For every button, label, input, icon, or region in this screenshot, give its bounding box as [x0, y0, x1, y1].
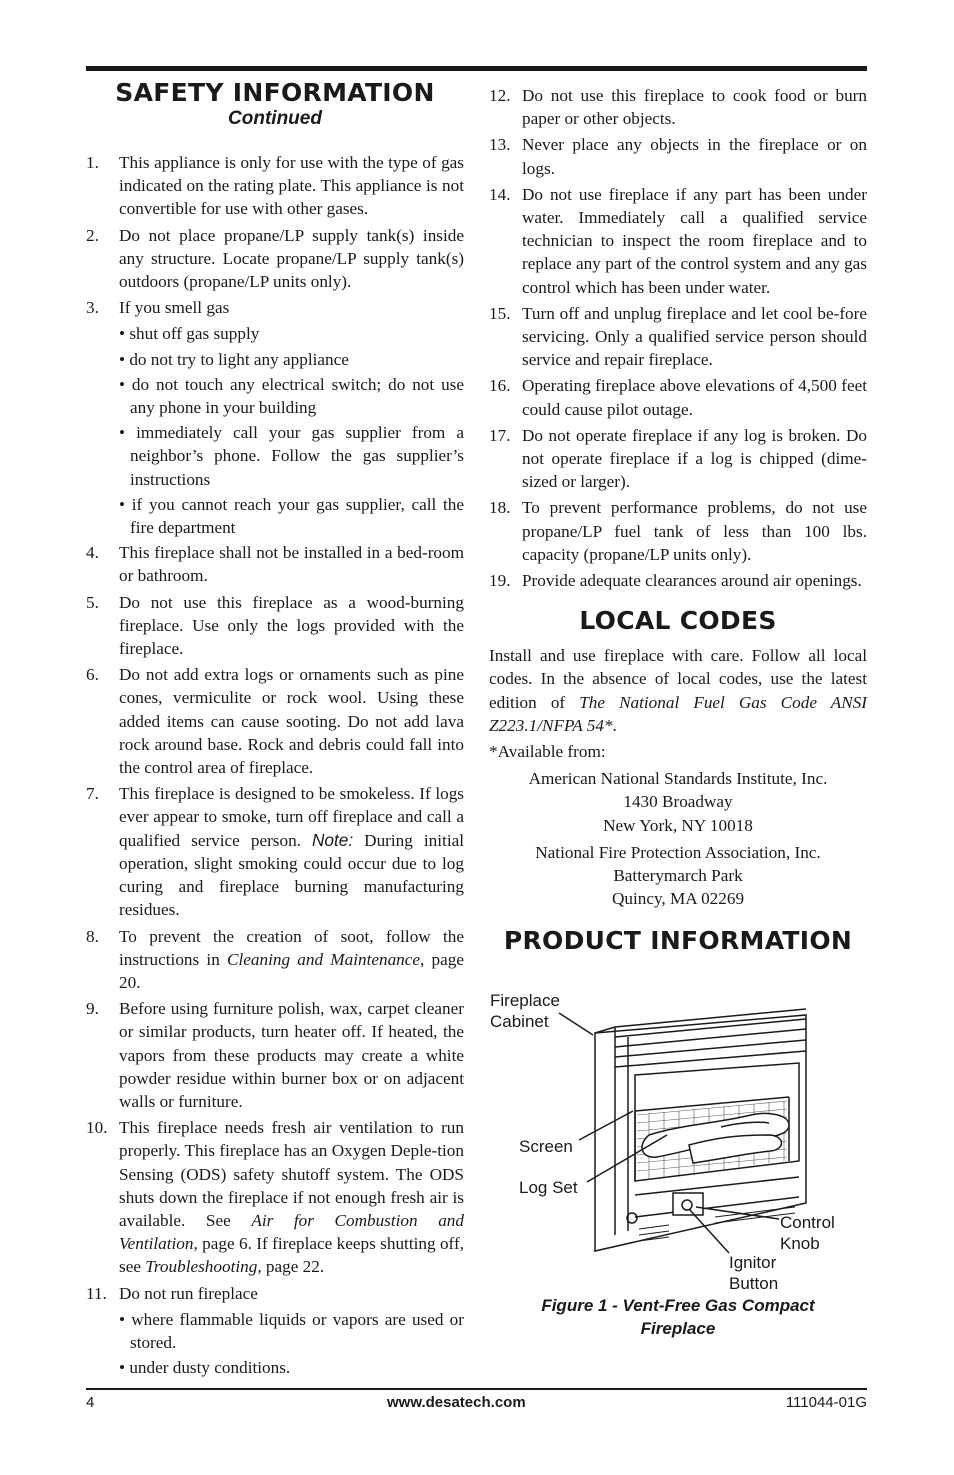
bullet-item: • do not try to light any appliance	[119, 349, 349, 369]
top-rule	[86, 66, 867, 71]
label-line: Cabinet	[490, 1012, 549, 1031]
label-line: Control	[780, 1213, 835, 1232]
bullet-item: • under dusty conditions.	[119, 1358, 291, 1378]
list-item	[489, 84, 867, 130]
list-item	[86, 663, 464, 779]
item-text: Turn off and unplug fireplace and let cool be-fore servicing. Only a qualified service person should service and repair fireplace.	[522, 303, 867, 370]
item-text: , page 20.	[119, 949, 464, 992]
item-text: This fireplace is designed to be smokeless. If logs ever appear to smoke, turn off fireplace and call a qualified service person.	[119, 784, 464, 850]
list-item	[489, 569, 867, 592]
label-control-knob	[780, 1212, 835, 1254]
item-number: 19.	[489, 571, 511, 591]
list-item	[489, 424, 867, 494]
item-number: 14.	[489, 184, 511, 204]
org-line: New York, NY 10018	[603, 815, 753, 835]
org-line: Quincy, MA 02269	[611, 889, 745, 909]
item-text: Before using furniture polish, wax, carpet cleaner or similar products, turn heater off. If heated, the vapors from these products may create a white powder residue within burner box or on adjacent walls or furniture.	[119, 999, 464, 1111]
item-text: Do not operate fireplace if any log is broken. Do not operate fireplace if a log is chipped (dime-sized or larger).	[522, 425, 867, 492]
list-item	[86, 782, 464, 921]
list-item	[489, 183, 867, 299]
item-number: 18.	[489, 498, 511, 518]
intro-text: Install and use fireplace with care. Follow all local codes. In the absence of local codes, use the latest edition of	[489, 646, 867, 712]
safety-title: SAFETY INFORMATION	[115, 78, 435, 107]
item-number: 16.	[489, 376, 511, 396]
label-line: Ignitor	[729, 1253, 777, 1272]
bullet-item: • immediately call your gas supplier from a neighbor’s phone. Follow the gas supplier’s instructions	[119, 423, 464, 489]
list-item	[86, 591, 464, 661]
list-item	[86, 541, 464, 587]
bullet-item: • do not touch any electrical switch; do not use any phone in your building	[119, 374, 464, 418]
bullet-item: • shut off gas supply	[119, 324, 260, 344]
list-item	[489, 496, 867, 566]
local-codes-title: LOCAL CODES	[579, 606, 777, 636]
org-line: American National Standards Institute, Inc.	[528, 769, 828, 789]
item-text: During initial operation, slight smoking could occur due to log curing and fireplace burning manufacturing residues.	[119, 830, 464, 920]
item-number: 3.	[86, 298, 99, 318]
right-column	[489, 84, 867, 956]
item-text: Do not use fireplace if any part has been under water. Immediately call a qualified service technician to inspect the room fireplace and to replace any part of the control system and any gas control which has been under water.	[522, 184, 867, 297]
item-text: Provide adequate clearances around air openings.	[522, 571, 862, 591]
list-item	[86, 151, 464, 221]
document-code: 111044-01G	[785, 1394, 867, 1411]
item-text: This fireplace needs fresh air ventilation to run properly. This fireplace has an Oxygen Deple-tion Sensing (ODS) safety shutoff system. The ODS shuts down the fireplace if not enough fresh air is available. See	[119, 1118, 464, 1230]
item-text: To prevent performance problems, do not use propane/LP fuel tank of less than 100 lbs. capacity (propane/LP units only).	[522, 498, 867, 564]
list-item	[86, 1282, 464, 1305]
item-number: 17.	[489, 425, 511, 445]
page-number: 4	[86, 1394, 95, 1411]
label-screen: Screen	[519, 1137, 573, 1156]
reference-title: Cleaning and Maintenance	[227, 949, 421, 969]
bullet-item: • if you cannot reach your gas supplier, call the fire department	[119, 494, 464, 538]
item-number: 13.	[489, 135, 511, 155]
org-nfpa	[489, 841, 867, 911]
item-number: 9.	[86, 999, 99, 1019]
list-item	[489, 133, 867, 179]
caption-line: Fireplace	[640, 1319, 716, 1338]
product-title: PRODUCT INFORMATION	[503, 925, 853, 955]
figure-caption	[489, 1294, 867, 1340]
item-text: Do not use this fireplace as a wood-burning fireplace. Use only the logs provided with the fireplace.	[119, 592, 464, 659]
item-number: 4.	[86, 543, 99, 563]
list-item	[86, 1116, 464, 1278]
item-text: If you smell gas	[119, 298, 230, 318]
caption-line: Figure 1 - Vent-Free Gas Compact	[541, 1296, 815, 1315]
label-log-set: Log Set	[519, 1178, 578, 1197]
left-column	[86, 78, 464, 1381]
item-text: Never place any objects in the fireplace or on logs.	[522, 135, 867, 178]
list-item	[489, 302, 867, 372]
item-number: 5.	[86, 592, 99, 612]
item-number: 12.	[489, 86, 511, 105]
label-fireplace-cabinet	[490, 990, 560, 1032]
item-number: 2.	[86, 225, 99, 245]
item-number: 11.	[86, 1283, 107, 1303]
item-number: 15.	[489, 303, 511, 323]
item-number: 10.	[86, 1118, 108, 1138]
item-text: Do not place propane/LP supply tank(s) inside any structure. Locate propane/LP supply tank(s) outdoors (propane/LP units only).	[119, 225, 464, 292]
website-url: www.desatech.com	[387, 1394, 526, 1411]
item-text: This appliance is only for use with the type of gas indicated on the rating plate. This appliance is not convertible for use with other gases.	[119, 153, 464, 219]
item-text: Do not use this fireplace to cook food or burn paper or other objects.	[522, 86, 867, 129]
note-label: Note:	[312, 829, 354, 850]
reference-title: Troubleshooting	[145, 1257, 258, 1277]
code-reference: The National Fuel Gas Code ANSI Z223.1/NFPA 54*	[489, 692, 867, 735]
available-from: *Available from:	[489, 742, 606, 762]
label-line: Button	[729, 1274, 779, 1293]
org-line: Batterymarch Park	[613, 866, 743, 886]
list-item	[489, 374, 867, 420]
intro-text: .	[612, 715, 617, 735]
list-item	[86, 997, 464, 1113]
item-number: 7.	[86, 784, 99, 804]
item-text: Do not run fireplace	[119, 1283, 258, 1303]
label-line: Knob	[780, 1234, 820, 1253]
item-text: This fireplace shall not be installed in a bed-room or bathroom.	[119, 543, 464, 586]
org-line: National Fire Protection Association, Inc.	[535, 842, 821, 862]
item-text: , page 6. If fireplace keeps shutting off, see	[119, 1234, 464, 1277]
item-text: Operating fireplace above elevations of 4,500 feet could cause pilot outage.	[522, 376, 867, 419]
label-line: Fireplace	[490, 991, 560, 1010]
local-codes-intro	[489, 644, 867, 737]
item-number: 6.	[86, 665, 99, 685]
bullet-item: • where flammable liquids or vapors are used or stored.	[119, 1309, 464, 1352]
item-number: 1.	[86, 153, 99, 172]
org-line: 1430 Broadway	[623, 792, 733, 812]
list-item	[86, 224, 464, 294]
org-ansi	[489, 767, 867, 837]
label-ignitor-button	[729, 1252, 778, 1294]
item-text: , page 22.	[257, 1257, 325, 1277]
list-item	[86, 925, 464, 995]
list-item	[86, 296, 464, 319]
item-text: To prevent the creation of soot, follow the instructions in	[119, 926, 464, 969]
item-text: Do not add extra logs or ornaments such as pine cones, vermiculite or rock wool. Using these added items can cause sooting. Do not add lava rock around base. Rock and debris could fall into the control area of fireplace.	[119, 665, 464, 778]
reference-title: Air for Combustion and Ventilation	[119, 1210, 464, 1254]
safety-subtitle: Continued	[228, 108, 322, 129]
bottom-rule	[86, 1388, 867, 1390]
item-number: 8.	[86, 926, 99, 946]
